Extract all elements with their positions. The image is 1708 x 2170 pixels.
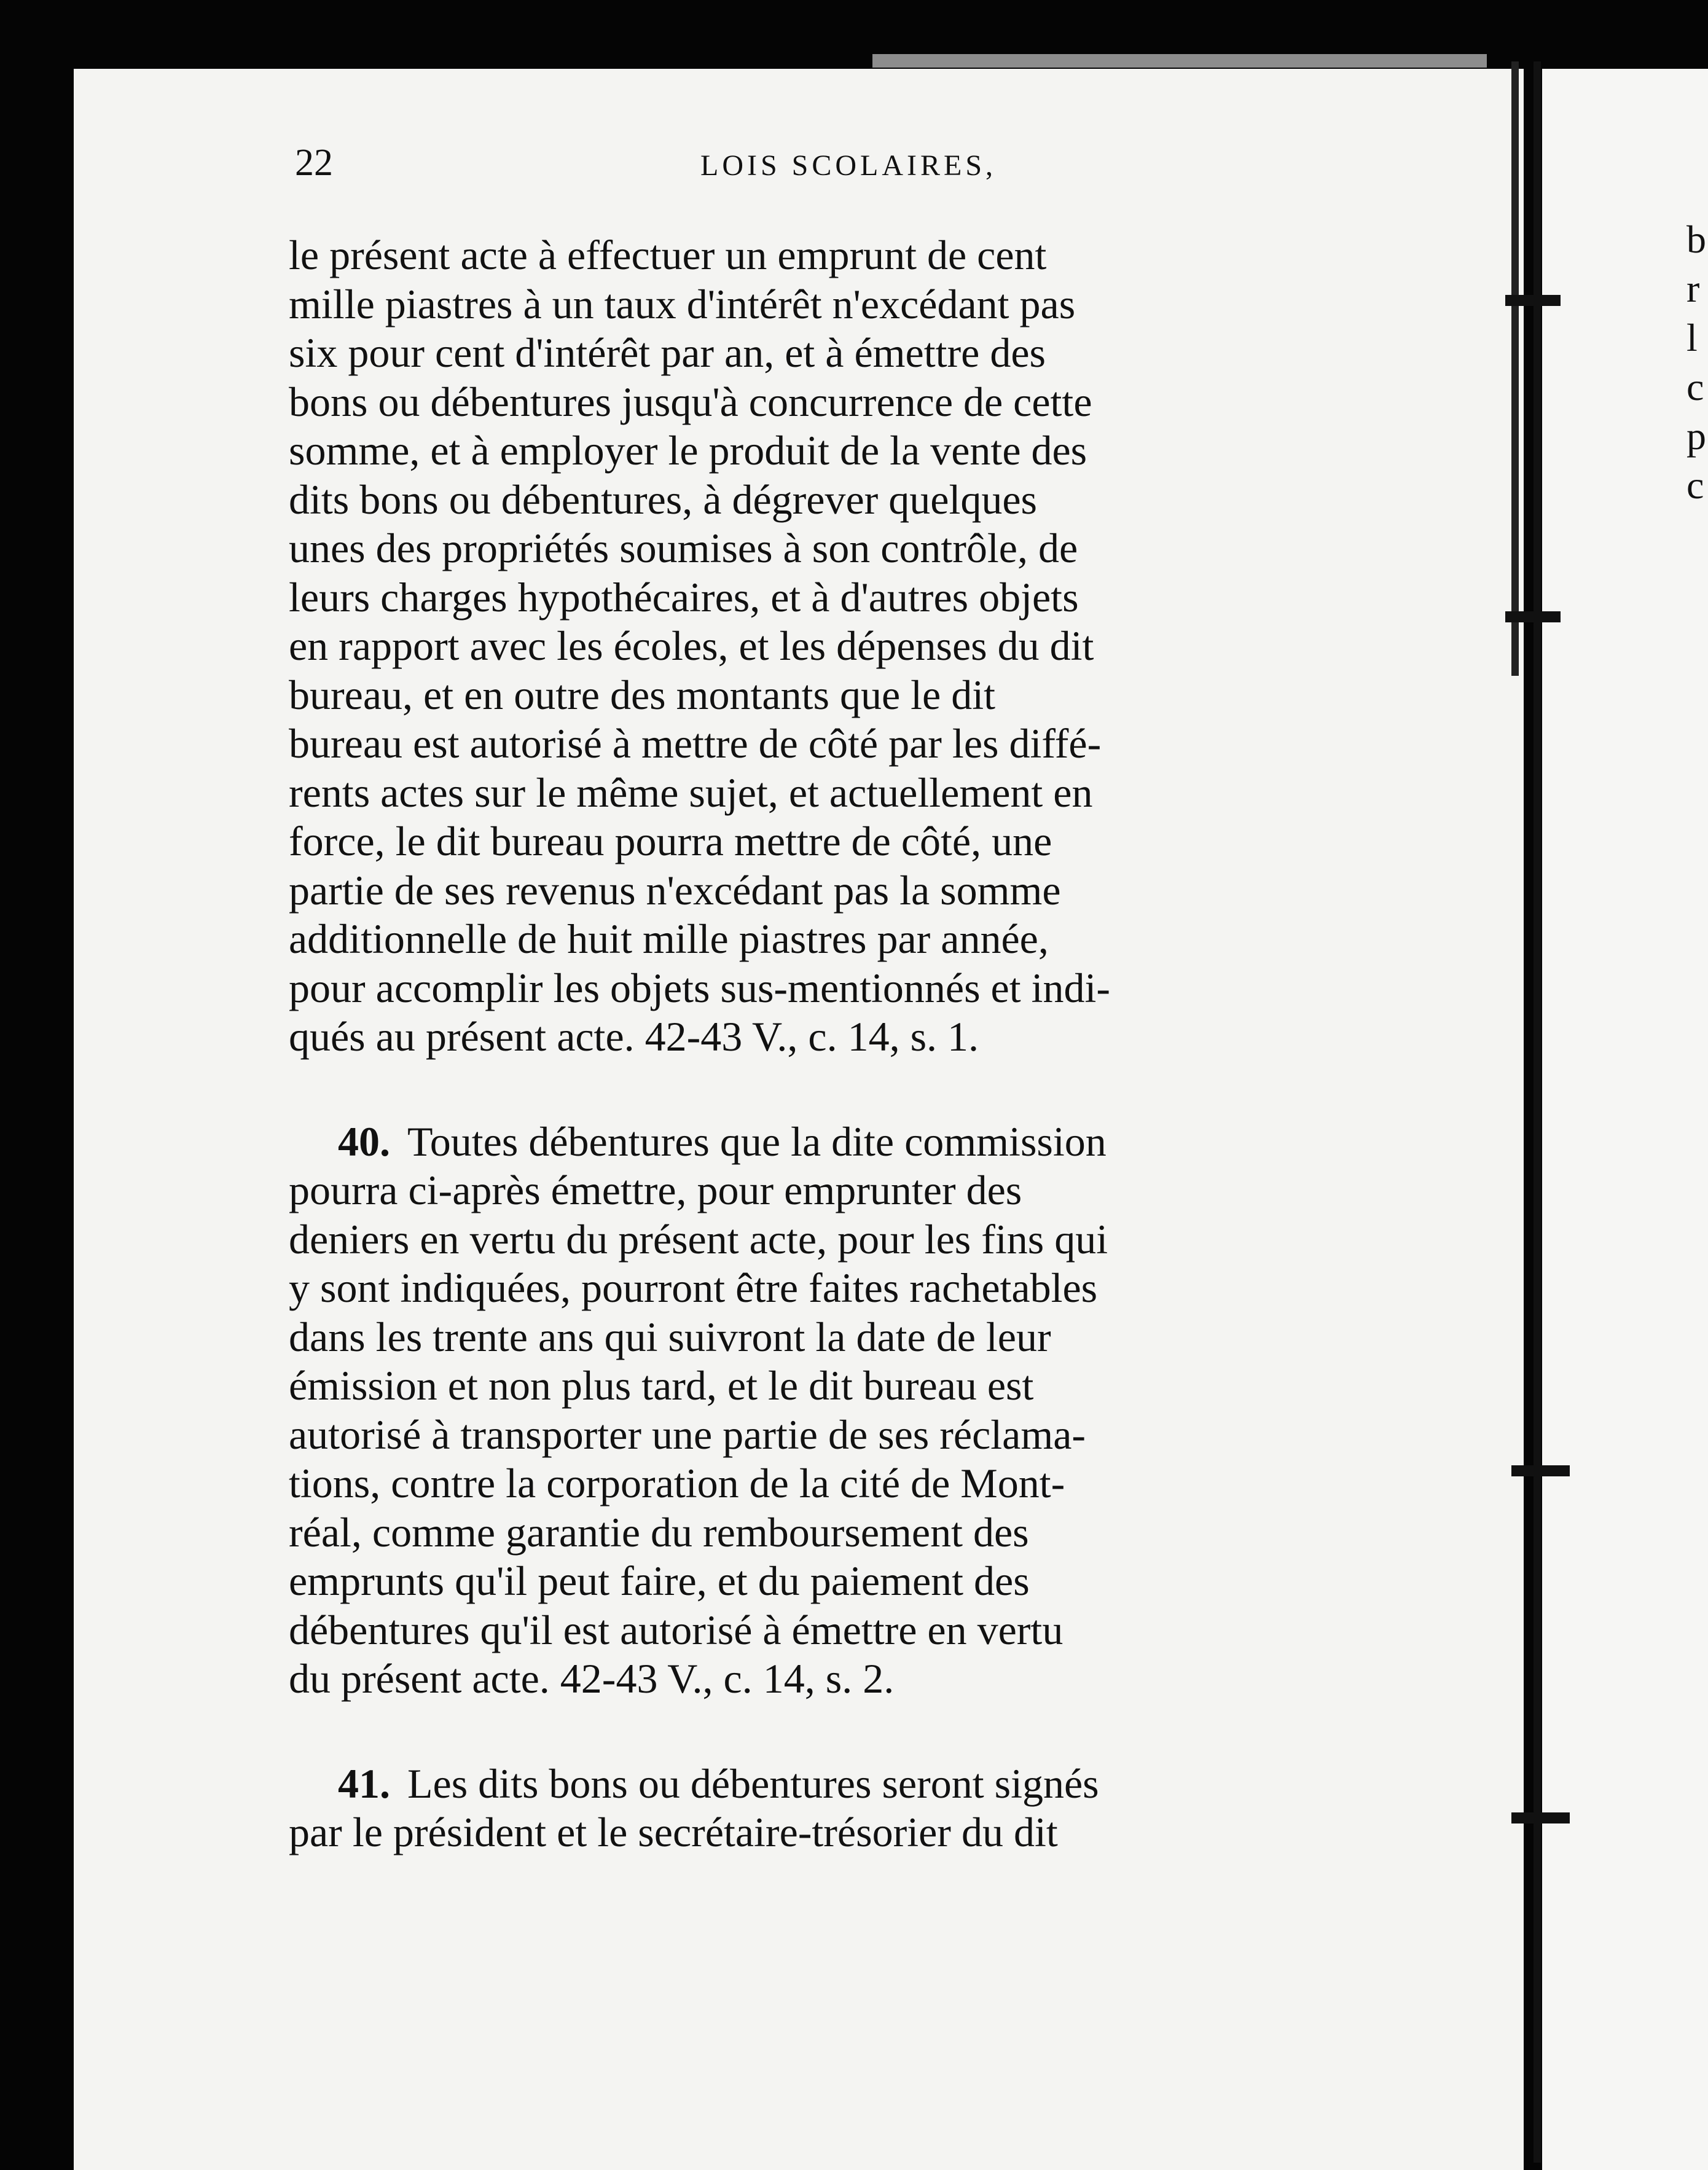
text-line: débentures qu'il est autorisé à émettre en vertu — [289, 1606, 1064, 1653]
text-line: par le président et le secrétaire-trésorier du dit — [289, 1809, 1058, 1855]
text-line: emprunts qu'il peut faire, et du paiement des — [289, 1557, 1030, 1604]
text-line: unes des propriétés soumises à son contrôle, de — [289, 525, 1078, 571]
page-body — [289, 231, 1376, 1913]
fragment-letter: b — [1686, 217, 1706, 261]
text-line: pourra ci-après émettre, pour emprunter des — [289, 1167, 1022, 1213]
text-line: mille piastres à un taux d'intérêt n'excédant pas — [289, 280, 1076, 327]
text-line-content: Toutes débentures que la dite commission — [407, 1118, 1107, 1165]
text-line: somme, et à employer le produit de la vente des — [289, 427, 1087, 474]
paragraph-continued — [289, 231, 1376, 1062]
text-line: bureau est autorisé à mettre de côté par les diffé- — [289, 720, 1102, 767]
text-line: leurs charges hypothécaires, et à d'autres objets — [289, 573, 1079, 621]
text-line: dans les trente ans qui suivront la date de leur — [289, 1313, 1051, 1360]
text-line: deniers en vertu du présent acte, pour les fins qui — [289, 1215, 1108, 1263]
text-line: le présent acte à effectuer un emprunt de cent — [289, 232, 1047, 278]
book-spine — [1534, 61, 1541, 2163]
text-line-content: Les dits bons ou débentures seront signés — [407, 1760, 1099, 1807]
binding-thread-upper — [1511, 61, 1519, 676]
text-line: en rapport avec les écoles, et les dépenses du dit — [289, 622, 1094, 669]
text-line: additionnelle de huit mille piastres par année, — [289, 915, 1049, 962]
text-line: bureau, et en outre des montants que le dit — [289, 671, 995, 718]
text-line: tions, contre la corporation de la cité de Mont- — [289, 1460, 1065, 1506]
binding-stitch — [1505, 611, 1561, 622]
section-number: 40. — [338, 1118, 390, 1165]
facing-page-text-fragments — [1686, 215, 1706, 510]
text-line: qués au présent acte. 42-43 V., c. 14, s. 1. — [289, 1013, 979, 1060]
fragment-letter: r — [1686, 267, 1700, 310]
text-line: force, le dit bureau pourra mettre de côté, une — [289, 818, 1052, 864]
text-line: partie de ses revenus n'excédant pas la somme — [289, 866, 1061, 914]
binding-stitch — [1505, 295, 1561, 306]
text-line: du présent acte. 42-43 V., c. 14, s. 2. — [289, 1655, 895, 1702]
fragment-letter: c — [1686, 365, 1704, 409]
text-line: bons ou débentures jusqu'à concurrence de cette — [289, 378, 1092, 425]
running-title: LOIS SCOLAIRES, — [700, 149, 997, 182]
text-line — [289, 1760, 1376, 1809]
section-40 — [289, 1118, 1376, 1704]
fragment-letter: c — [1686, 463, 1704, 507]
text-line: pour accomplir les objets sus-mentionnés et indi- — [289, 964, 1111, 1011]
page-top-edge — [872, 54, 1487, 68]
text-line: autorisé à transporter une partie de ses réclama- — [289, 1411, 1086, 1458]
text-line: six pour cent d'intérêt par an, et à émettre des — [289, 329, 1046, 376]
binding-stitch — [1511, 1465, 1570, 1476]
fragment-letter: p — [1686, 414, 1706, 458]
page-number: 22 — [295, 142, 333, 184]
text-line — [289, 1118, 1376, 1167]
text-line: réal, comme garantie du remboursement des — [289, 1508, 1029, 1556]
text-line: dits bons ou débentures, à dégrever quelques — [289, 476, 1037, 523]
running-header — [295, 141, 1376, 197]
section-41 — [289, 1760, 1376, 1857]
section-number: 41. — [338, 1760, 390, 1807]
text-line: rents actes sur le même sujet, et actuellement en — [289, 769, 1093, 816]
binding-stitch — [1511, 1812, 1570, 1823]
text-line: y sont indiquées, pourront être faites rachetables — [289, 1264, 1098, 1311]
text-line: émission et non plus tard, et le dit bureau est — [289, 1362, 1034, 1409]
facing-page — [1542, 69, 1708, 2170]
fragment-letter: l — [1686, 316, 1698, 359]
